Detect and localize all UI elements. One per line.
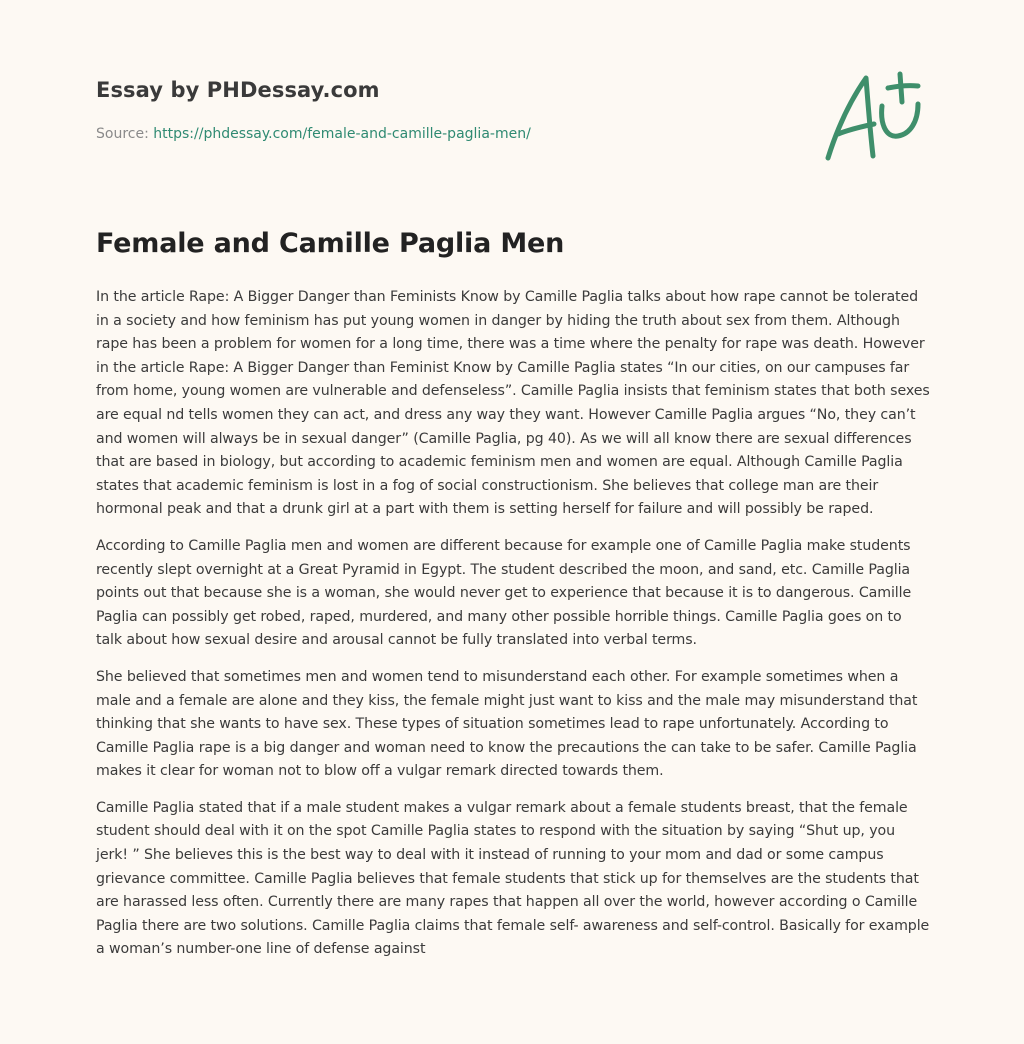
essay-title: Female and Camille Paglia Men xyxy=(96,228,565,259)
source-label: Source: xyxy=(96,126,154,142)
source-line xyxy=(96,124,796,144)
site-title: Essay by PHDessay.com xyxy=(96,78,380,102)
essay-paragraph: She believed that sometimes men and women tend to misunderstand each other. For example sometimes when a male and a female are alone and they kiss, the female might just want to kiss and the male may misunderstand that thinking that she wants to have sex. These types of situation sometimes lead to rape unfortunately. According to Camille Paglia rape is a big danger and woman need to know the precautions the can take to be safer. Camille Paglia makes it clear for woman not to blow off a vulgar remark directed towards them. xyxy=(96,668,918,780)
essay-paragraph: According to Camille Paglia men and women are different because for example one of Camille Paglia make students recently slept overnight at a Great Pyramid in Egypt. The student described the moon, and sand, etc. Camille Paglia points out that because she is a woman, she would never get to experience that because it is to dangerous. Camille Paglia can possibly get robed, raped, murdered, and many other possible horrible things. Camille Paglia goes on to talk about how sexual desire and arousal cannot be fully translated into verbal terms. xyxy=(96,537,912,649)
essay-paragraph: Camille Paglia stated that if a male student makes a vulgar remark about a female students breast, that the female student should deal with it on the spot Camille Paglia states to respond with the situation by saying “Shut up, you jerk! ” She believes this is the best way to deal with it instead of running to your mom and dad or some campus grievance committee. Camille Paglia believes that female students that stick up for themselves are the students that are harassed less often. Currently there are many rapes that happen all over the world, however according o Camille Paglia there are two solutions. Camille Paglia claims that female self- awareness and self-control. Basically for example a woman’s number-one line of defense against xyxy=(96,799,930,958)
source-link[interactable]: https://phdessay.com/female-and-camille-paglia-men/ xyxy=(153,126,531,142)
a-plus-logo-icon xyxy=(818,64,930,168)
essay-body xyxy=(96,286,930,975)
site-header xyxy=(96,76,796,144)
essay-paragraph: In the article Rape: A Bigger Danger than Feminists Know by Camille Paglia talks about how rape cannot be tolerated in a society and how feminism has put young women in danger by hiding the truth about sex from them. Although rape has been a problem for women for a long time, there was a time where the penalty for rape was death. However in the article Rape: A Bigger Danger than Feminist Know by Camille Paglia states “In our cities, on our campuses far from home, young women are vulnerable and defenseless”. Camille Paglia insists that feminism states that both sexes are equal nd tells women they can act, and dress any way they want. However Camille Paglia argues “No, they can’t and women will always be in sexual danger” (Camille Paglia, pg 40). As we will all know there are sexual differences that are based in biology, but according to academic feminism men and women are equal. Although Camille Paglia states that academic feminism is lost in a fog of social constructionism. She believes that college man are their hormonal peak and that a drunk girl at a part with them is setting herself for failure and will possibly be raped. xyxy=(96,289,930,518)
